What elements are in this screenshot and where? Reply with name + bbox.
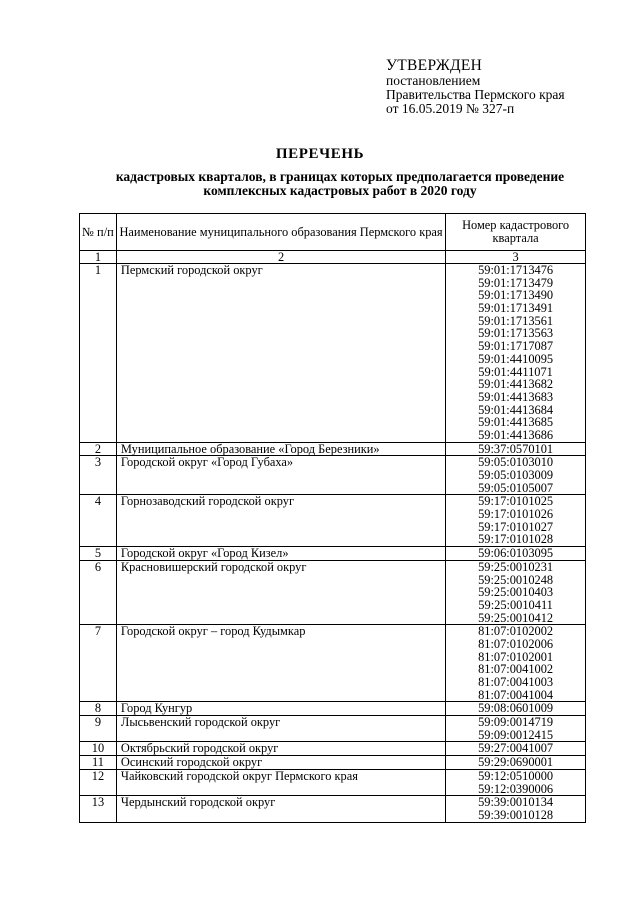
table-row [80,625,586,702]
cadastral-quarter: 81:07:0102006 [478,636,554,651]
quarter-list [446,560,586,624]
cadastral-quarter: 59:06:0103095 [478,546,554,561]
cadastral-quarter: 81:07:0102002 [478,624,554,639]
approval-block [386,57,565,116]
municipality-name: Красновишерский городской округ [116,560,445,624]
cadastral-quarter: 59:08:0601009 [478,701,554,716]
cadastral-quarter: 59:01:4413685 [478,415,554,430]
index-row [80,251,586,264]
municipality-name: Осинский городской округ [116,756,445,770]
quarter-list [446,702,586,716]
cadastral-quarter: 59:01:1713490 [478,288,554,303]
row-number: 4 [80,495,117,547]
municipality-name: Горнозаводский городской округ [116,495,445,547]
cadastral-quarter: 59:01:4413683 [478,389,554,404]
row-number: 6 [80,560,117,624]
row-number: 10 [80,742,117,756]
row-number: 9 [80,716,117,742]
municipality-name: Город Кунгур [116,702,445,716]
cadastral-quarter: 59:27:0041007 [478,741,554,756]
municipality-name: Лысьвенский городской округ [116,716,445,742]
table-row [80,702,586,716]
approval-title: УТВЕРЖДЕН [386,57,483,74]
cadastral-quarter: 59:39:0010134 [478,795,554,810]
table-row [80,796,586,822]
table-row [80,495,586,547]
quarter-list [446,742,586,756]
cadastral-quarter: 59:05:0103010 [478,455,554,470]
approval-line-3: Правительства Пермского края [386,87,565,102]
document-subtitle: кадастровых кварталов, в границах которых предполагается проведение комплексных кадастровых работ в 2020 году [115,169,565,198]
row-number: 2 [80,442,117,456]
row-number: 1 [80,264,117,443]
cadastral-quarter: 59:01:1713479 [478,275,554,290]
quarter-list [446,796,586,822]
cadastral-quarter: 59:25:0010231 [478,559,554,574]
header-row [80,214,586,251]
row-number: 8 [80,702,117,716]
index-cell: 3 [446,251,586,264]
table-row [80,456,586,495]
quarter-list [446,495,586,547]
document-title: ПЕРЕЧЕНЬ [275,146,365,162]
table-row [80,442,586,456]
table-row [80,560,586,624]
cadastral-quarter: 59:01:1717087 [478,339,554,354]
cadastral-quarter: 59:12:0390006 [478,781,554,796]
row-number: 5 [80,547,117,561]
approval-line-4: от 16.05.2019 № 327-п [386,101,515,116]
cadastral-quarter: 59:09:0012415 [478,727,554,742]
quarter-list [446,547,586,561]
index-cell: 1 [80,251,117,264]
quarters-table [79,213,586,823]
cadastral-quarter: 81:07:0041004 [478,687,554,702]
table-row [80,716,586,742]
cadastral-quarter: 59:01:1713476 [478,263,554,277]
cadastral-quarter: 59:25:0010248 [478,572,554,587]
cadastral-quarter: 59:17:0101027 [478,519,554,534]
cadastral-quarter: 59:01:1713563 [478,326,554,341]
cadastral-quarter: 59:01:4413684 [478,402,554,417]
header-name: Наименование муниципального образования Пермского края [116,214,445,251]
cadastral-quarter: 59:12:0510000 [478,768,554,783]
cadastral-quarter: 81:07:0041003 [478,675,554,690]
row-number: 13 [80,796,117,822]
header-num: № п/п [80,214,117,251]
row-number: 7 [80,625,117,702]
cadastral-quarter: 59:25:0010403 [478,585,554,600]
index-cell: 2 [116,251,445,264]
cadastral-quarter: 59:17:0101026 [478,507,554,522]
table-row [80,769,586,795]
cadastral-quarter: 59:39:0010128 [478,807,554,822]
table-row [80,742,586,756]
municipality-name: Чайковский городской округ Пермского края [116,769,445,795]
municipality-name: Муниципальное образование «Город Березники» [116,442,445,456]
table-row [80,547,586,561]
cadastral-quarter: 59:05:0105007 [478,480,554,495]
quarter-list [446,625,586,702]
quarter-list [446,769,586,795]
cadastral-quarter: 59:25:0010411 [478,597,553,612]
quarter-list [446,716,586,742]
quarter-list [446,442,586,456]
quarter-list [446,756,586,770]
cadastral-quarter: 59:25:0010412 [478,610,554,625]
municipality-name: Чердынский городской округ [116,796,445,822]
cadastral-quarter: 59:05:0103009 [478,468,554,483]
row-number: 12 [80,769,117,795]
cadastral-quarter: 59:01:1713491 [478,301,554,316]
municipality-name: Городской округ – город Кудымкар [116,625,445,702]
cadastral-quarter: 59:37:0570101 [478,441,554,456]
approval-line-2: постановлением [386,73,481,88]
cadastral-quarter: 81:07:0041002 [478,662,554,677]
cadastral-quarter: 59:09:0014719 [478,715,554,730]
cadastral-quarter: 59:01:1713561 [478,313,554,328]
municipality-name: Городской округ «Город Губаха» [116,456,445,495]
cadastral-quarter: 59:01:4410095 [478,351,554,366]
cadastral-quarter: 59:17:0101028 [478,532,554,547]
cadastral-quarter: 59:29:0690001 [478,755,554,770]
row-number: 3 [80,456,117,495]
header-quarter: Номер кадастрового квартала [446,214,586,251]
cadastral-quarter: 59:01:4413686 [478,427,554,442]
table-row [80,264,586,443]
cadastral-quarter: 59:01:4413682 [478,377,554,392]
quarter-list [446,264,586,443]
cadastral-quarter: 59:01:4411071 [478,364,553,379]
row-number: 11 [80,756,117,770]
cadastral-quarter: 59:17:0101025 [478,494,554,509]
municipality-name: Октябрьский городской округ [116,742,445,756]
quarter-list [446,456,586,495]
table-row [80,756,586,770]
cadastral-quarter: 81:07:0102001 [478,649,554,664]
municipality-name: Городской округ «Город Кизел» [116,547,445,561]
municipality-name: Пермский городской округ [116,264,445,443]
